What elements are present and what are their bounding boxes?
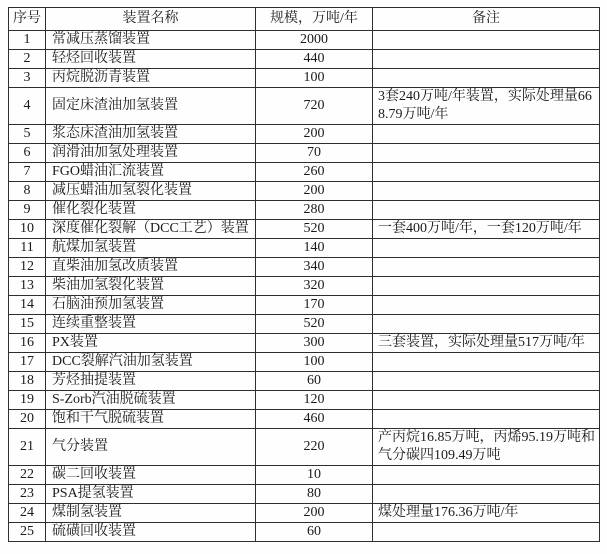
device-name-cell: 连续重整装置 [46, 315, 256, 334]
scale-value-cell: 200 [256, 125, 373, 144]
remark-cell [373, 277, 600, 296]
row-number-cell: 8 [9, 182, 46, 201]
row-number-cell: 18 [9, 372, 46, 391]
scale-value-cell: 260 [256, 163, 373, 182]
scale-value-cell: 320 [256, 277, 373, 296]
header-scale: 规模，万吨/年 [256, 8, 373, 31]
scale-value-cell: 200 [256, 504, 373, 523]
remark-cell [373, 201, 600, 220]
device-name-cell: 碳二回收装置 [46, 466, 256, 485]
device-name-cell: 催化裂化装置 [46, 201, 256, 220]
scale-value-cell: 60 [256, 523, 373, 542]
scale-value-cell: 520 [256, 220, 373, 239]
remark-cell: 煤处理量176.36万吨/年 [373, 504, 600, 523]
scale-value-cell: 2000 [256, 31, 373, 50]
device-name-cell: 硫磺回收装置 [46, 523, 256, 542]
device-name-cell: 减压蜡油加氢裂化装置 [46, 182, 256, 201]
remark-cell [373, 353, 600, 372]
table-row [9, 334, 600, 353]
table-row [9, 429, 600, 466]
remark-cell [373, 485, 600, 504]
remark-cell [373, 182, 600, 201]
remark-cell [373, 163, 600, 182]
table-row [9, 315, 600, 334]
table-row [9, 220, 600, 239]
row-number-cell: 1 [9, 31, 46, 50]
scale-value-cell: 10 [256, 466, 373, 485]
table-row [9, 258, 600, 277]
table-header-row [9, 8, 600, 31]
scale-value-cell: 140 [256, 239, 373, 258]
remark-cell [373, 410, 600, 429]
device-name-cell: PSA提氢装置 [46, 485, 256, 504]
table-row [9, 410, 600, 429]
table-row [9, 353, 600, 372]
row-number-cell: 23 [9, 485, 46, 504]
remark-cell [373, 523, 600, 542]
scale-value-cell: 170 [256, 296, 373, 315]
remark-cell [373, 69, 600, 88]
row-number-cell: 19 [9, 391, 46, 410]
table-row [9, 391, 600, 410]
remark-cell [373, 315, 600, 334]
row-number-cell: 11 [9, 239, 46, 258]
device-name-cell: 航煤加氢装置 [46, 239, 256, 258]
header-name: 装置名称 [46, 8, 256, 31]
row-number-cell: 6 [9, 144, 46, 163]
device-name-cell: 石脑油预加氢装置 [46, 296, 256, 315]
remark-cell [373, 144, 600, 163]
remark-cell: 产丙烷16.85万吨，丙烯95.19万吨和气分碳四109.49万吨 [373, 429, 600, 466]
table-row [9, 466, 600, 485]
device-name-cell: 直柴油加氢改质装置 [46, 258, 256, 277]
scale-value-cell: 100 [256, 353, 373, 372]
table-row [9, 201, 600, 220]
row-number-cell: 5 [9, 125, 46, 144]
header-no: 序号 [9, 8, 46, 31]
scale-value-cell: 720 [256, 88, 373, 125]
device-name-cell: 柴油加氢裂化装置 [46, 277, 256, 296]
row-number-cell: 3 [9, 69, 46, 88]
row-number-cell: 2 [9, 50, 46, 69]
remark-cell [373, 466, 600, 485]
row-number-cell: 15 [9, 315, 46, 334]
device-name-cell: 润滑油加氢处理装置 [46, 144, 256, 163]
table-row [9, 485, 600, 504]
row-number-cell: 16 [9, 334, 46, 353]
table-row [9, 182, 600, 201]
device-name-cell: 轻烃回收装置 [46, 50, 256, 69]
row-number-cell: 7 [9, 163, 46, 182]
row-number-cell: 9 [9, 201, 46, 220]
scale-value-cell: 220 [256, 429, 373, 466]
table-row [9, 239, 600, 258]
row-number-cell: 4 [9, 88, 46, 125]
device-name-cell: PX装置 [46, 334, 256, 353]
device-name-cell: 煤制氢装置 [46, 504, 256, 523]
scale-value-cell: 280 [256, 201, 373, 220]
remark-cell [373, 31, 600, 50]
remark-cell [373, 372, 600, 391]
header-remark: 备注 [373, 8, 600, 31]
scale-value-cell: 70 [256, 144, 373, 163]
table-row [9, 372, 600, 391]
row-number-cell: 25 [9, 523, 46, 542]
device-name-cell: 深度催化裂解（DCC工艺）装置 [46, 220, 256, 239]
table-row [9, 125, 600, 144]
row-number-cell: 12 [9, 258, 46, 277]
device-name-cell: S-Zorb汽油脱硫装置 [46, 391, 256, 410]
device-name-cell: 气分装置 [46, 429, 256, 466]
table-row [9, 69, 600, 88]
device-capacity-table [8, 7, 600, 542]
device-name-cell: FGO蜡油汇流装置 [46, 163, 256, 182]
row-number-cell: 20 [9, 410, 46, 429]
row-number-cell: 24 [9, 504, 46, 523]
row-number-cell: 13 [9, 277, 46, 296]
device-name-cell: 常减压蒸馏装置 [46, 31, 256, 50]
scale-value-cell: 120 [256, 391, 373, 410]
scale-value-cell: 440 [256, 50, 373, 69]
device-name-cell: 芳烃抽提装置 [46, 372, 256, 391]
table-row [9, 504, 600, 523]
table-body [9, 31, 600, 542]
table-row [9, 88, 600, 125]
table-row [9, 523, 600, 542]
scale-value-cell: 80 [256, 485, 373, 504]
scale-value-cell: 300 [256, 334, 373, 353]
remark-cell [373, 125, 600, 144]
table-row [9, 277, 600, 296]
scale-value-cell: 200 [256, 182, 373, 201]
device-name-cell: 固定床渣油加氢装置 [46, 88, 256, 125]
remark-cell: 一套400万吨/年，一套120万吨/年 [373, 220, 600, 239]
row-number-cell: 10 [9, 220, 46, 239]
remark-cell [373, 239, 600, 258]
table-row [9, 144, 600, 163]
table-row [9, 50, 600, 69]
row-number-cell: 17 [9, 353, 46, 372]
table-row [9, 31, 600, 50]
scale-value-cell: 340 [256, 258, 373, 277]
table-row [9, 163, 600, 182]
row-number-cell: 22 [9, 466, 46, 485]
row-number-cell: 21 [9, 429, 46, 466]
scale-value-cell: 100 [256, 69, 373, 88]
remark-cell [373, 391, 600, 410]
scale-value-cell: 60 [256, 372, 373, 391]
table-row [9, 296, 600, 315]
device-name-cell: DCC裂解汽油加氢装置 [46, 353, 256, 372]
device-name-cell: 饱和干气脱硫装置 [46, 410, 256, 429]
scale-value-cell: 460 [256, 410, 373, 429]
device-name-cell: 浆态床渣油加氢装置 [46, 125, 256, 144]
remark-cell [373, 50, 600, 69]
row-number-cell: 14 [9, 296, 46, 315]
remark-cell: 3套240万吨/年装置，实际处理量668.79万吨/年 [373, 88, 600, 125]
remark-cell: 三套装置，实际处理量517万吨/年 [373, 334, 600, 353]
scale-value-cell: 520 [256, 315, 373, 334]
remark-cell [373, 258, 600, 277]
device-name-cell: 丙烷脱沥青装置 [46, 69, 256, 88]
remark-cell [373, 296, 600, 315]
